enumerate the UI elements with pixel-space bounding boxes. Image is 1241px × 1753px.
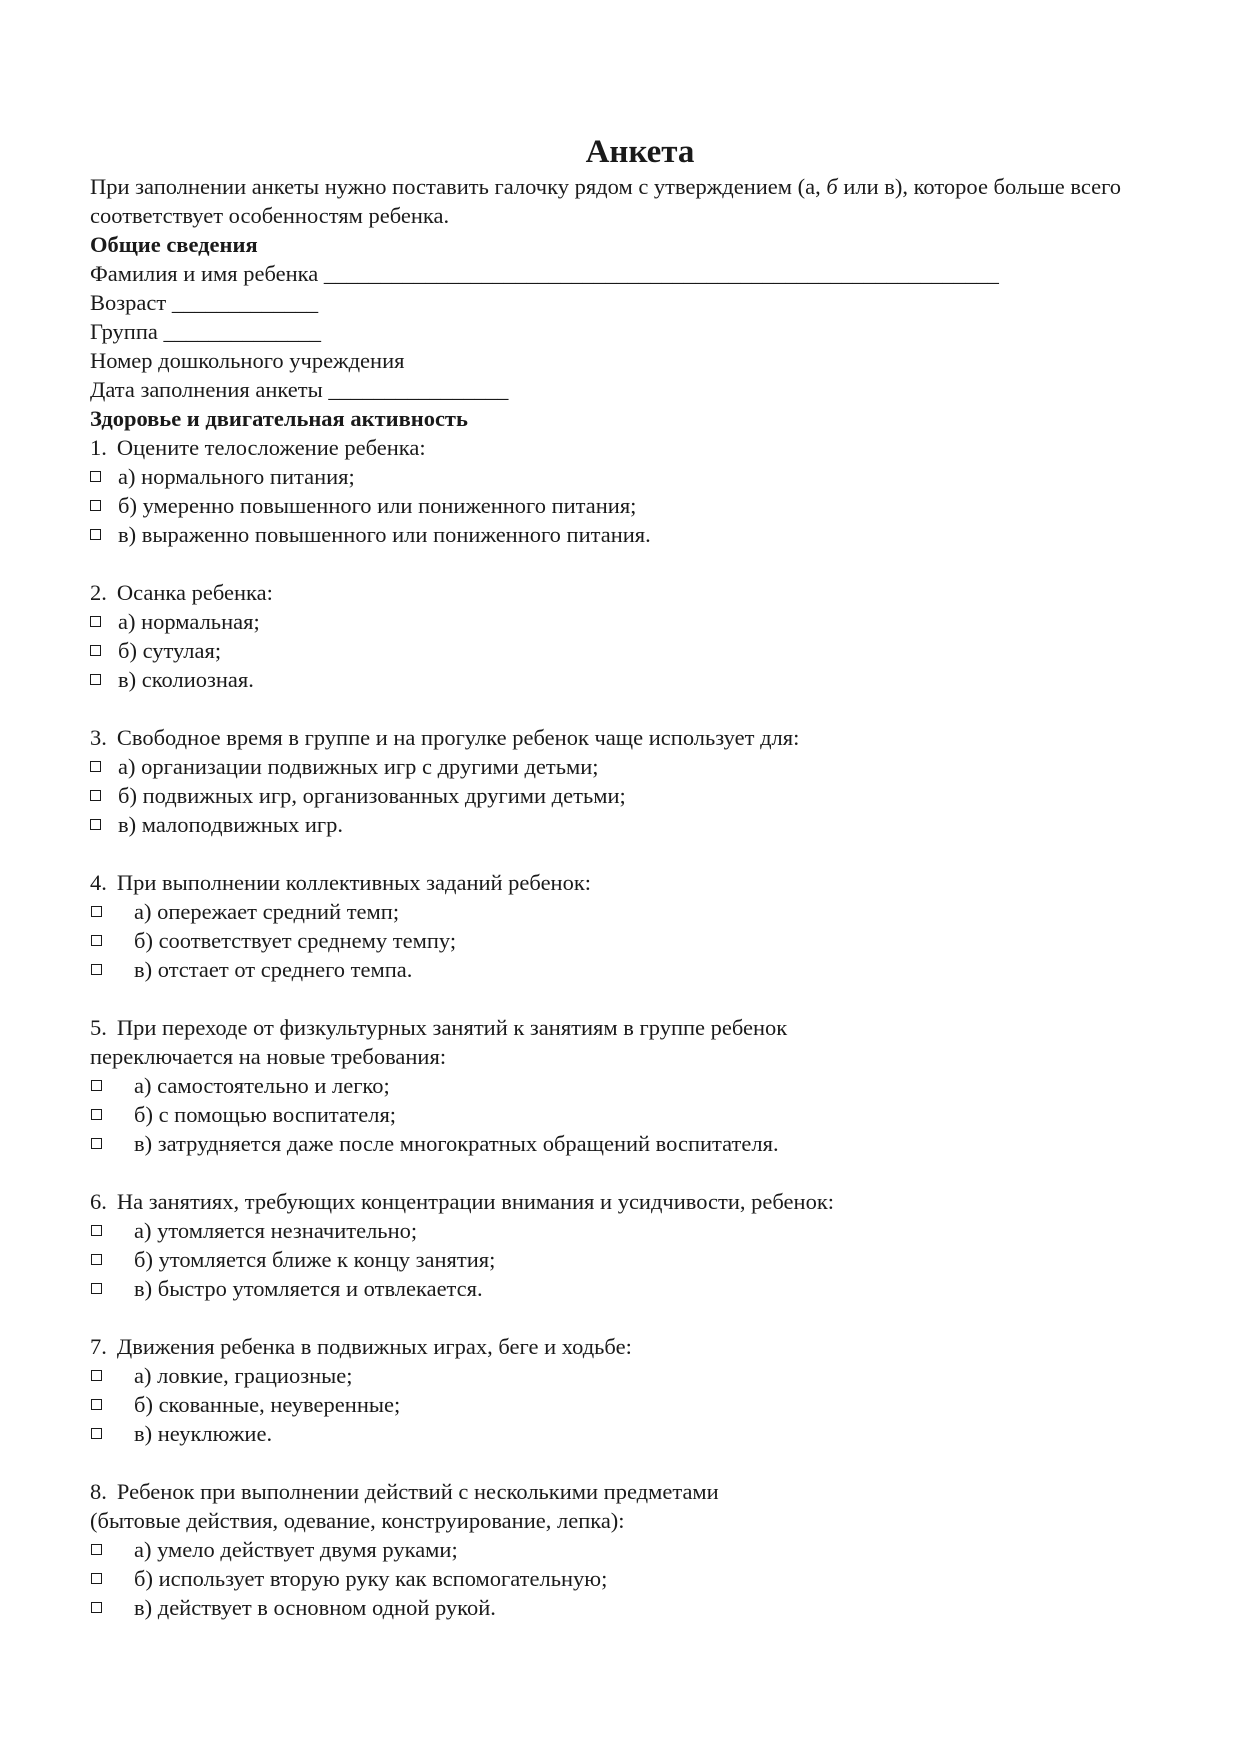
answer-option-label: б) с помощью воспитателя; bbox=[134, 1102, 397, 1127]
question-text bbox=[90, 868, 1150, 897]
question-text bbox=[90, 1477, 1150, 1506]
answer-option-label: в) затрудняется даже после многократных обращений воспитателя. bbox=[134, 1131, 779, 1156]
answer-option[interactable] bbox=[90, 1216, 1150, 1245]
question-number: 8. bbox=[90, 1479, 107, 1504]
checkbox-icon[interactable] bbox=[91, 1254, 102, 1265]
question-block bbox=[90, 723, 1150, 839]
answer-option[interactable] bbox=[90, 1129, 1150, 1158]
checkbox-icon[interactable] bbox=[91, 906, 102, 917]
question-block bbox=[90, 1187, 1150, 1303]
question-text-line: Ребенок при выполнении действий с несколькими предметами bbox=[116, 1479, 719, 1504]
question-text bbox=[90, 1187, 1150, 1216]
checkbox-icon[interactable] bbox=[91, 1080, 102, 1091]
answer-option[interactable] bbox=[90, 1245, 1150, 1274]
answer-option-label: в) быстро утомляется и отвлекается. bbox=[134, 1276, 483, 1301]
answer-option-label: а) ловкие, грациозные; bbox=[134, 1363, 353, 1388]
question-number: 1. bbox=[90, 435, 107, 460]
checkbox-icon[interactable] bbox=[91, 1428, 102, 1439]
instructions bbox=[90, 172, 1150, 230]
questionnaire-page bbox=[90, 132, 1150, 1622]
checkbox-icon[interactable] bbox=[91, 1138, 102, 1149]
checkbox-icon[interactable] bbox=[90, 471, 101, 482]
answer-option[interactable] bbox=[90, 491, 1150, 520]
info-field-line[interactable]: Дата заполнения анкеты ________________ bbox=[90, 377, 509, 402]
answer-option-label: б) соответствует среднему темпу; bbox=[134, 928, 457, 953]
question-block bbox=[90, 868, 1150, 984]
answer-option[interactable] bbox=[90, 752, 1150, 781]
answer-option[interactable] bbox=[90, 955, 1150, 984]
answer-option-label: а) нормальная; bbox=[118, 609, 260, 634]
question-number: 7. bbox=[90, 1334, 107, 1359]
question-block bbox=[90, 433, 1150, 549]
question-text-line: При выполнении коллективных заданий ребенок: bbox=[116, 870, 592, 895]
checkbox-icon[interactable] bbox=[90, 790, 101, 801]
checkbox-icon[interactable] bbox=[91, 1283, 102, 1294]
checkbox-icon[interactable] bbox=[90, 500, 101, 511]
answer-option[interactable] bbox=[90, 607, 1150, 636]
question-number: 4. bbox=[90, 870, 107, 895]
answer-option[interactable] bbox=[90, 1419, 1150, 1448]
health-section-heading: Здоровье и двигательная активность bbox=[90, 406, 468, 431]
answer-option[interactable] bbox=[90, 1361, 1150, 1390]
answer-option-label: б) утомляется ближе к концу занятия; bbox=[134, 1247, 496, 1272]
answer-option[interactable] bbox=[90, 1274, 1150, 1303]
answer-option-label: в) сколиозная. bbox=[118, 667, 254, 692]
info-field-line[interactable]: Номер дошкольного учреждения bbox=[90, 348, 405, 373]
info-field-line[interactable]: Группа ______________ bbox=[90, 319, 321, 344]
answer-option[interactable] bbox=[90, 781, 1150, 810]
question-text bbox=[90, 723, 1150, 752]
answer-option[interactable] bbox=[90, 897, 1150, 926]
answer-option-label: а) опережает средний темп; bbox=[134, 899, 400, 924]
checkbox-icon[interactable] bbox=[91, 1399, 102, 1410]
answer-option-label: в) выраженно повышенного или пониженного питания. bbox=[118, 522, 651, 547]
checkbox-icon[interactable] bbox=[91, 1109, 102, 1120]
checkbox-icon[interactable] bbox=[90, 616, 101, 627]
checkbox-icon[interactable] bbox=[91, 935, 102, 946]
answer-option[interactable] bbox=[90, 926, 1150, 955]
checkbox-icon[interactable] bbox=[91, 1225, 102, 1236]
page-title: Анкета bbox=[585, 134, 695, 170]
question-text-line: Осанка ребенка: bbox=[116, 580, 273, 605]
checkbox-icon[interactable] bbox=[91, 1544, 102, 1555]
answer-option-label: б) умеренно повышенного или пониженного питания; bbox=[118, 493, 637, 518]
question-number: 5. bbox=[90, 1015, 107, 1040]
answer-option-label: в) малоподвижных игр. bbox=[118, 812, 343, 837]
info-field-line[interactable]: Возраст _____________ bbox=[90, 290, 319, 315]
question-text-line: Оцените телосложение ребенка: bbox=[116, 435, 426, 460]
checkbox-icon[interactable] bbox=[90, 645, 101, 656]
question-number: 6. bbox=[90, 1189, 107, 1214]
checkbox-icon[interactable] bbox=[91, 964, 102, 975]
question-text-line: (бытовые действия, одевание, конструирование, лепка): bbox=[90, 1508, 625, 1533]
question-number: 3. bbox=[90, 725, 107, 750]
answer-option-label: а) организации подвижных игр с другими детьми; bbox=[118, 754, 599, 779]
answer-option[interactable] bbox=[90, 636, 1150, 665]
checkbox-icon[interactable] bbox=[91, 1602, 102, 1613]
answer-option[interactable] bbox=[90, 810, 1150, 839]
question-block bbox=[90, 1332, 1150, 1448]
question-text bbox=[90, 1332, 1150, 1361]
checkbox-icon[interactable] bbox=[91, 1370, 102, 1381]
answer-option-label: в) действует в основном одной рукой. bbox=[134, 1595, 496, 1620]
answer-option[interactable] bbox=[90, 1535, 1150, 1564]
answer-option[interactable] bbox=[90, 1564, 1150, 1593]
answer-option-label: а) самостоятельно и легко; bbox=[134, 1073, 390, 1098]
answer-option-label: а) нормального питания; bbox=[118, 464, 355, 489]
question-text-line: При переходе от физкультурных занятий к занятиям в группе ребенок bbox=[116, 1015, 788, 1040]
answer-option[interactable] bbox=[90, 520, 1150, 549]
checkbox-icon[interactable] bbox=[90, 761, 101, 772]
answer-option-label: в) неуклюжие. bbox=[134, 1421, 273, 1446]
answer-option-label: а) утомляется незначительно; bbox=[134, 1218, 418, 1243]
instructions-italic-letter: б bbox=[826, 174, 838, 199]
question-block bbox=[90, 1013, 1150, 1158]
question-text bbox=[90, 1013, 1150, 1042]
question-text bbox=[90, 433, 1150, 462]
checkbox-icon[interactable] bbox=[91, 1573, 102, 1584]
answer-option[interactable] bbox=[90, 1100, 1150, 1129]
answer-option-label: б) использует вторую руку как вспомогательную; bbox=[134, 1566, 608, 1591]
answer-option-label: б) подвижных игр, организованных другими детьми; bbox=[118, 783, 626, 808]
question-number: 2. bbox=[90, 580, 107, 605]
answer-option[interactable] bbox=[90, 1593, 1150, 1622]
question-list bbox=[90, 433, 1150, 1622]
answer-option-label: б) скованные, неуверенные; bbox=[134, 1392, 401, 1417]
instructions-text-1: При заполнении анкеты нужно поставить галочку рядом с утверждением (а, bbox=[90, 174, 827, 199]
question-text-line: Движения ребенка в подвижных играх, беге и ходьбе: bbox=[116, 1334, 632, 1359]
answer-option-label: а) умело действует двумя руками; bbox=[134, 1537, 458, 1562]
answer-option-label: в) отстает от среднего темпа. bbox=[134, 957, 413, 982]
answer-option[interactable] bbox=[90, 665, 1150, 694]
checkbox-icon[interactable] bbox=[90, 529, 101, 540]
answer-option[interactable] bbox=[90, 1071, 1150, 1100]
instructions-text-2: или в), которое больше всего соответствует особенностям ребенка. bbox=[90, 174, 1122, 228]
question-text bbox=[90, 1506, 1150, 1535]
answer-option[interactable] bbox=[90, 1390, 1150, 1419]
question-text-line: На занятиях, требующих концентрации внимания и усидчивости, ребенок: bbox=[116, 1189, 835, 1214]
question-text-line: Свободное время в группе и на прогулке ребенок чаще использует для: bbox=[116, 725, 800, 750]
question-text bbox=[90, 578, 1150, 607]
general-info-heading: Общие сведения bbox=[90, 232, 258, 257]
info-field-line[interactable]: Фамилия и имя ребенка ____________________________________________________________ bbox=[90, 261, 999, 286]
answer-option[interactable] bbox=[90, 462, 1150, 491]
answer-option-label: б) сутулая; bbox=[118, 638, 222, 663]
question-text bbox=[90, 1042, 1150, 1071]
general-info-fields bbox=[90, 259, 1150, 404]
checkbox-icon[interactable] bbox=[90, 674, 101, 685]
question-block bbox=[90, 578, 1150, 694]
checkbox-icon[interactable] bbox=[90, 819, 101, 830]
question-text-line: переключается на новые требования: bbox=[90, 1044, 447, 1069]
question-block bbox=[90, 1477, 1150, 1622]
